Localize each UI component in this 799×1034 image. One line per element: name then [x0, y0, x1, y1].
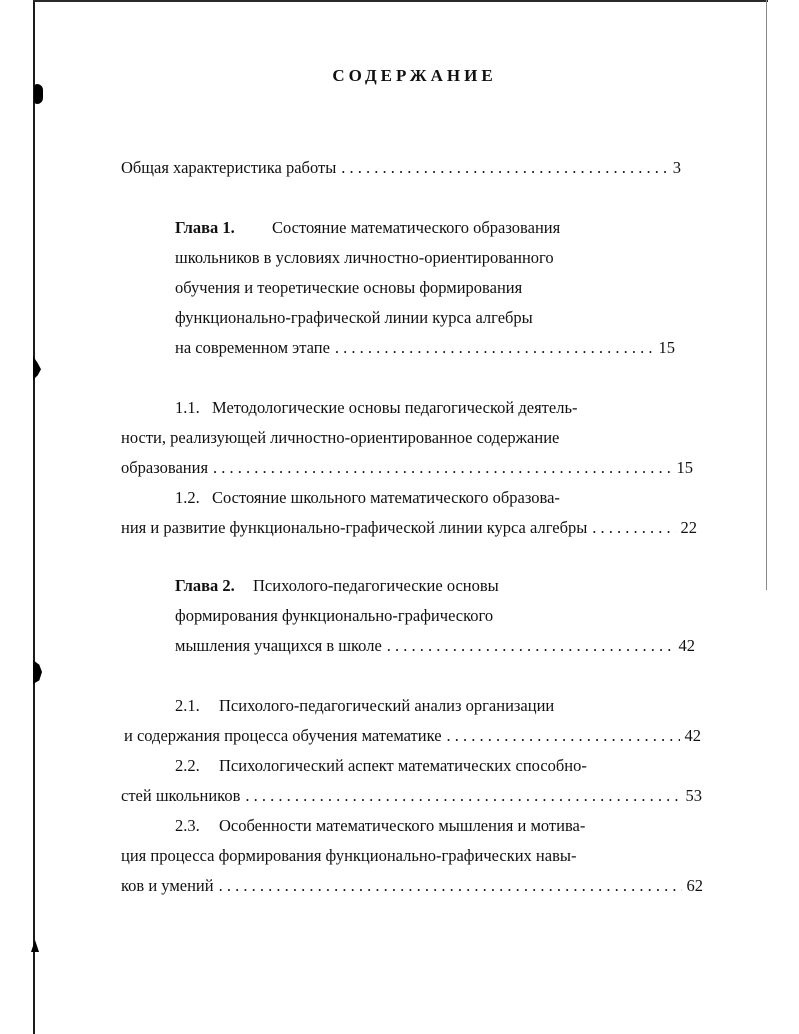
toc-line: функционально-графической линии курса алгебры	[175, 308, 533, 327]
section-number: 2.2.	[175, 756, 200, 775]
scan-artifact-mark	[34, 84, 43, 104]
toc-line: Психолого-педагогический анализ организации	[219, 696, 555, 715]
page-border-left	[33, 0, 35, 1034]
toc-page-number: 42	[678, 636, 695, 655]
toc-line: Методологические основы педагогической деятель-	[212, 398, 578, 417]
section-number: 1.2.	[175, 488, 200, 507]
toc-entry	[121, 518, 697, 538]
toc-page-number: 3	[672, 158, 681, 177]
toc-page-number: 15	[658, 338, 675, 357]
toc-line: ков и умений	[121, 876, 214, 895]
page-border-right	[766, 0, 767, 590]
toc-entry	[121, 876, 703, 896]
toc-entry	[121, 158, 681, 178]
dot-leader	[341, 158, 667, 178]
dot-leader	[335, 338, 654, 358]
dot-leader	[592, 518, 675, 538]
toc-line: Психолого-педагогические основы	[253, 576, 499, 595]
toc-line: Психологический аспект математических способно-	[219, 756, 587, 775]
toc-entry	[175, 636, 695, 656]
page-title: СОДЕРЖАНИЕ	[332, 66, 497, 85]
toc-line: Состояние школьного математического образова-	[212, 488, 560, 507]
toc-line: мышления учащихся в школе	[175, 636, 382, 655]
toc-line: и содержания процесса обучения математике	[124, 726, 442, 745]
dot-leader	[219, 876, 682, 896]
toc-line: образования	[121, 458, 209, 477]
toc-line: Особенности математического мышления и мотива-	[219, 816, 586, 835]
toc-page-number: 53	[685, 786, 702, 805]
toc-entry	[175, 338, 675, 358]
toc-entry-text: Общая характеристика работы	[121, 158, 337, 177]
chapter-label: Глава 2.	[175, 576, 235, 595]
toc-entry	[121, 458, 693, 478]
scan-artifact-mark	[33, 356, 41, 380]
toc-line: стей школьников	[121, 786, 241, 805]
toc-line: на современном этапе	[175, 338, 330, 357]
dot-leader	[213, 458, 671, 478]
toc-page-number: 15	[676, 458, 693, 477]
page-border-top	[33, 0, 768, 2]
toc-line: ция процесса формирования функционально-графических навы-	[121, 846, 577, 865]
toc-entry	[124, 726, 701, 746]
section-number: 2.1.	[175, 696, 200, 715]
toc-line: Состояние математического образования	[272, 218, 561, 237]
toc-line: ности, реализующей личностно-ориентированное содержание	[121, 428, 560, 447]
section-number: 2.3.	[175, 816, 200, 835]
toc-line: обучения и теоретические основы формирования	[175, 278, 523, 297]
toc-entry	[121, 786, 702, 806]
section-number: 1.1.	[175, 398, 200, 417]
toc-line: ния и развитие функционально-графической линии курса алгебры	[121, 518, 588, 537]
toc-page-number: 22	[680, 518, 697, 537]
toc-page-number: 62	[686, 876, 703, 895]
toc-line: формирования функционально-графического	[175, 606, 494, 625]
dot-leader	[387, 636, 674, 656]
dot-leader	[447, 726, 680, 746]
dot-leader	[245, 786, 680, 806]
chapter-label: Глава 1.	[175, 218, 235, 237]
toc-line: школьников в условиях личностно-ориентированного	[175, 248, 554, 267]
toc-page-number: 42	[684, 726, 701, 745]
scan-artifact-mark	[33, 660, 42, 684]
